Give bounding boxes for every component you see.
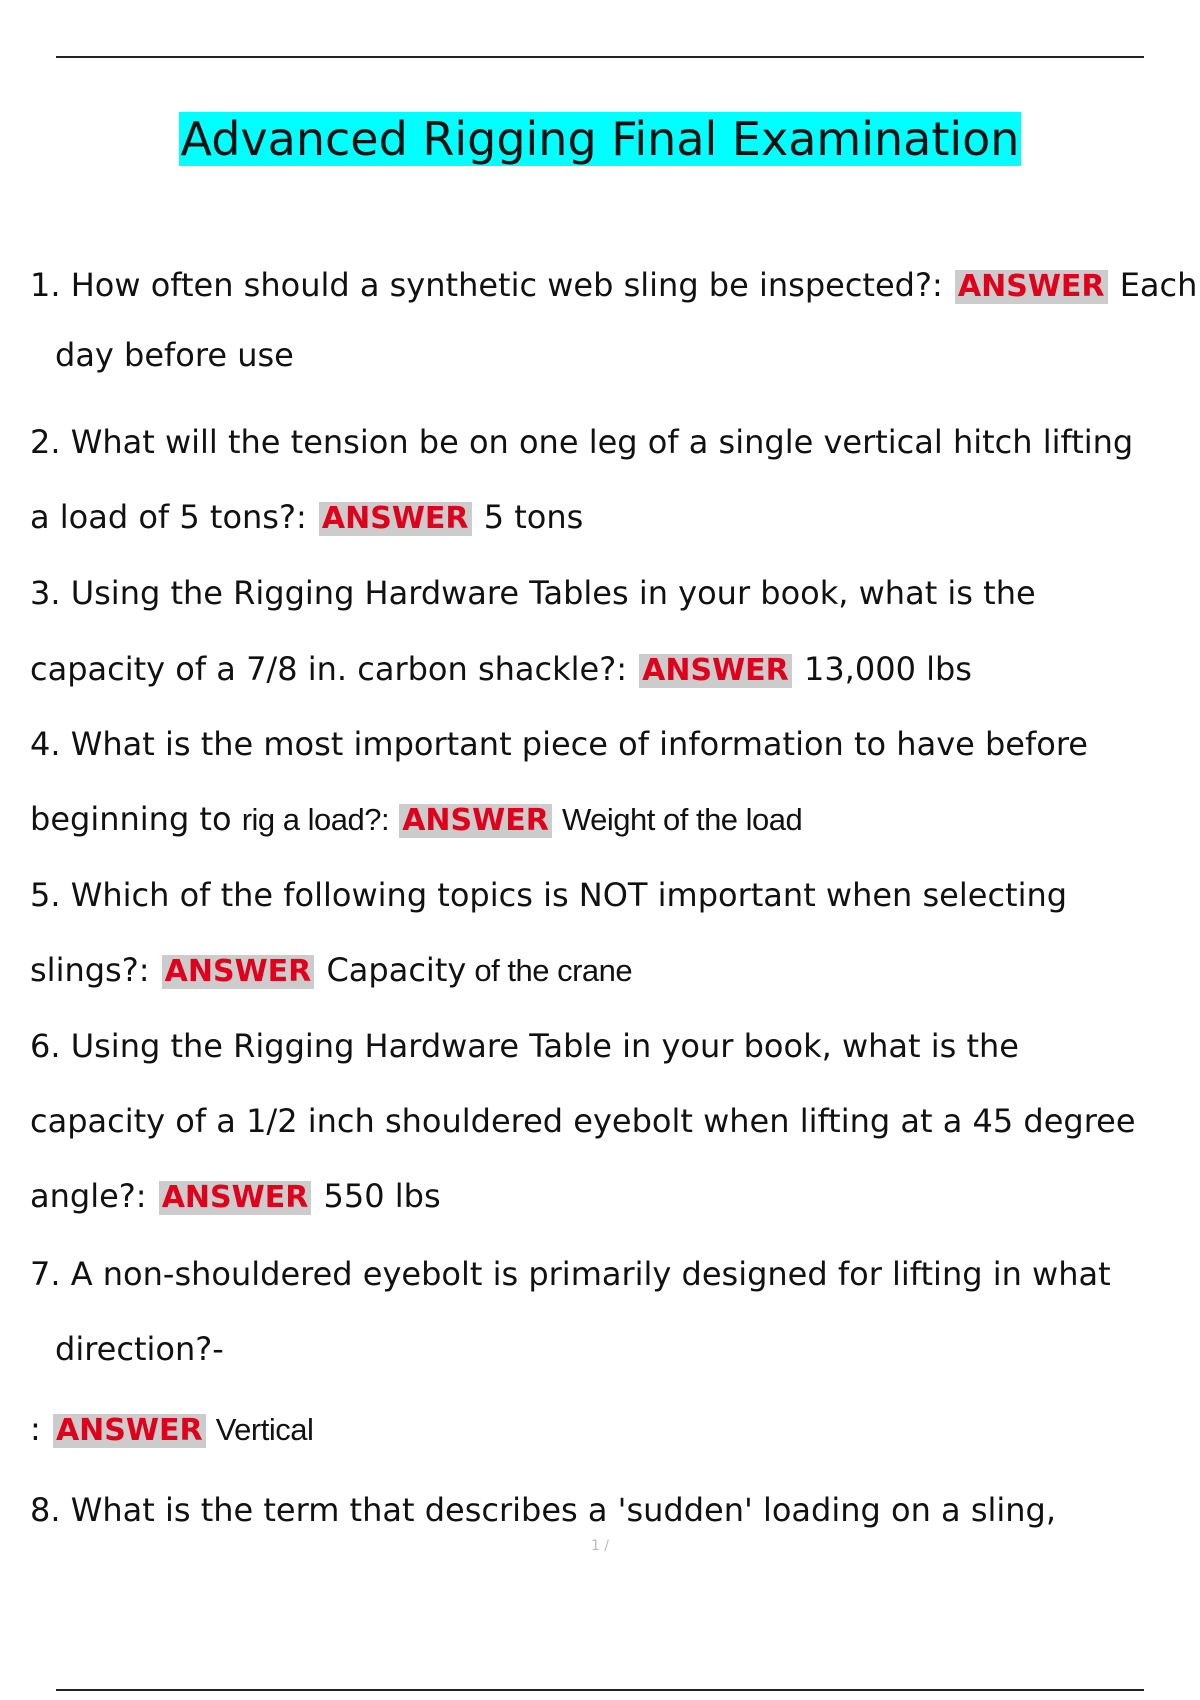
question-5-line-2 xyxy=(30,951,632,990)
question-7-line-1: 7. A non-shouldered eyebolt is primarily designed for lifting in what xyxy=(30,1255,1111,1293)
question-7-line-2: direction?- xyxy=(55,1330,224,1368)
question-4-text-narrow: rig a load?: xyxy=(241,802,398,837)
question-7-line-3 xyxy=(30,1410,313,1449)
question-3-answer: 13,000 lbs xyxy=(793,650,972,688)
question-6-line-3 xyxy=(30,1177,441,1215)
question-6-line-1: 6. Using the Rigging Hardware Table in your book, what is the xyxy=(30,1027,1019,1065)
question-4-line-1: 4. What is the most important piece of information to have before xyxy=(30,725,1088,763)
question-1-line-2: day before use xyxy=(55,336,294,374)
question-3-line-1: 3. Using the Rigging Hardware Tables in your book, what is the xyxy=(30,574,1036,612)
question-6-answer: 550 lbs xyxy=(313,1177,441,1215)
question-2-answer: 5 tons xyxy=(473,498,584,536)
question-3-text: capacity of a 7/8 in. carbon shackle?: xyxy=(30,650,638,688)
question-4-line-2 xyxy=(30,800,802,839)
answer-tag: ANSWER xyxy=(399,804,552,838)
answer-tag: ANSWER xyxy=(162,955,315,989)
bottom-rule xyxy=(56,1689,1144,1691)
question-1-line-1 xyxy=(30,266,1197,304)
answer-tag: ANSWER xyxy=(53,1414,206,1448)
question-5-line-1: 5. Which of the following topics is NOT important when selecting xyxy=(30,876,1068,914)
question-5-answer-a: Capacity xyxy=(316,951,467,989)
question-2-text: a load of 5 tons?: xyxy=(30,498,317,536)
question-2-line-1: 2. What will the tension be on one leg of a single vertical hitch lifting xyxy=(30,423,1134,461)
question-7-text: : xyxy=(30,1410,51,1448)
question-1-text: 1. How often should a synthetic web sling be inspected?: xyxy=(30,266,953,304)
question-3-line-2 xyxy=(30,650,972,688)
answer-tag: ANSWER xyxy=(639,654,792,688)
page-number: 1 / xyxy=(590,1538,610,1554)
question-2-line-2 xyxy=(30,498,583,536)
question-5-text: slings?: xyxy=(30,951,160,989)
answer-tag: ANSWER xyxy=(159,1181,312,1215)
title-block xyxy=(0,112,1200,166)
answer-tag: ANSWER xyxy=(319,502,472,536)
answer-tag: ANSWER xyxy=(955,270,1108,304)
question-5-answer-b: of the crane xyxy=(466,953,633,988)
question-4-answer: Weight of the load xyxy=(553,802,803,837)
question-4-text: beginning to xyxy=(30,800,242,838)
question-7-answer: Vertical xyxy=(207,1412,314,1447)
question-1-answer: Each xyxy=(1109,266,1198,304)
question-6-text: angle?: xyxy=(30,1177,157,1215)
page-title: Advanced Rigging Final Examination xyxy=(180,112,1020,166)
question-8-line-1: 8. What is the term that describes a 'sudden' loading on a sling, xyxy=(30,1491,1057,1529)
question-6-line-2: capacity of a 1/2 inch shouldered eyebolt when lifting at a 45 degree xyxy=(30,1102,1136,1140)
top-rule xyxy=(56,56,1144,58)
